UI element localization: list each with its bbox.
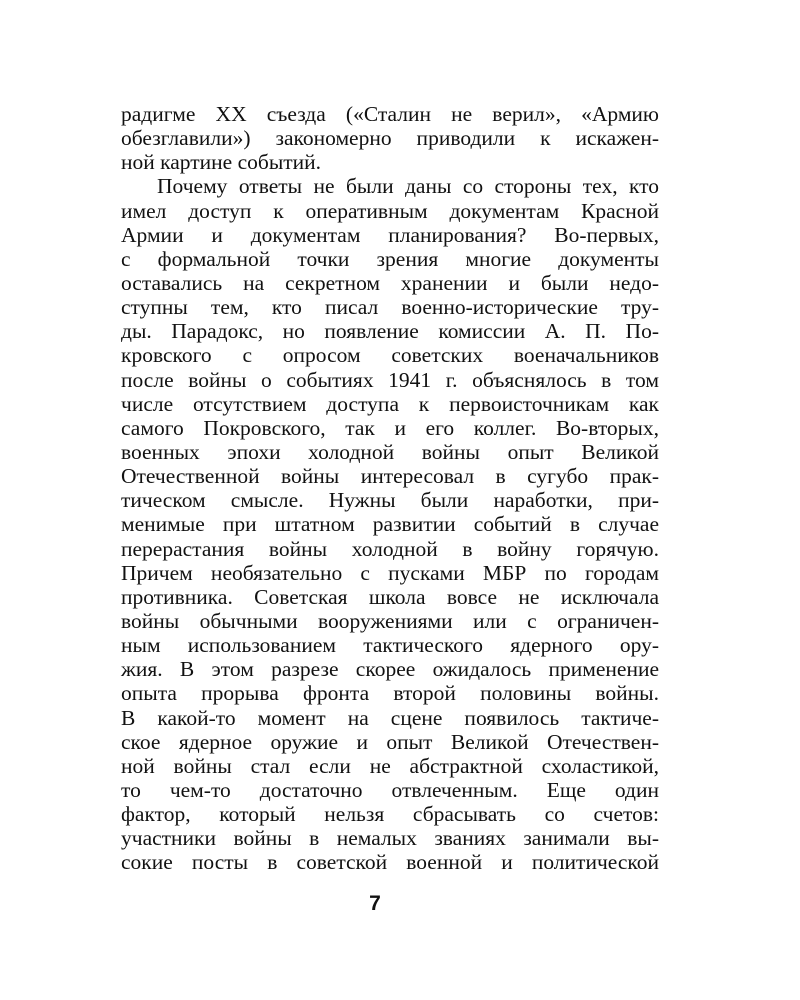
text-line: после войны о событиях 1941 г. объяснялось в том: [121, 367, 659, 392]
text-line: самого Покровского, так и его коллег. Во-вторых,: [121, 415, 659, 440]
text-line: тическом смысле. Нужны были наработки, при-: [121, 488, 659, 513]
text-line: ным использованием тактического ядерного ору-: [121, 633, 659, 658]
text-line: имел доступ к оперативным документам Красной: [121, 198, 659, 223]
text-line: военных эпохи холодной войны опыт Великой: [121, 439, 659, 464]
text-line: ной войны стал если не абстрактной схоластикой,: [121, 753, 659, 778]
text-line: менимые при штатном развитии событий в случае: [121, 512, 659, 537]
text-line: войны обычными вооружениями или с ограничен-: [121, 608, 659, 633]
text-line: ступны тем, кто писал военно-исторические тру-: [121, 295, 659, 320]
text-line: В какой-то момент на сцене появилось тактиче-: [121, 705, 659, 730]
text-line: жия. В этом разрезе скорее ожидалось применение: [121, 657, 659, 682]
text-line: с формальной точки зрения многие документы: [121, 246, 659, 271]
text-line: ское ядерное оружие и опыт Великой Отечествен-: [121, 729, 659, 754]
text-line: ды. Парадокс, но появление комиссии А. П. По-: [121, 319, 659, 344]
text-line: опыта прорыва фронта второй половины войны.: [121, 681, 659, 706]
text-line: ной картине событий.: [121, 150, 322, 175]
text-line: Отечественной войны интересовал в сугубо прак-: [121, 464, 659, 489]
page-number: 7: [369, 892, 381, 915]
text-line: фактор, который нельзя сбрасывать со счетов:: [121, 802, 659, 827]
text-line: Причем необязательно с пусками МБР по городам: [121, 560, 659, 585]
body-text: [121, 102, 659, 875]
text-line: оставались на секретном хранении и были недо-: [121, 270, 659, 295]
text-line: обезглавили») закономерно приводили к искажен-: [121, 126, 659, 151]
text-line: радигме XX съезда («Сталин не верил», «Армию: [121, 102, 659, 126]
text-line: перерастания войны холодной в войну горячую.: [121, 536, 659, 561]
text-line: противника. Советская школа вовсе не исключала: [121, 584, 659, 609]
text-line: участники войны в немалых званиях занимали вы-: [121, 826, 659, 851]
text-line: кровского с опросом советских военачальников: [121, 343, 659, 368]
text-line: Армии и документам планирования? Во-первых,: [121, 222, 659, 247]
paragraph-first-line: Почему ответы не были даны со стороны тех, кто: [157, 174, 659, 199]
text-line: числе отсутствием доступа к первоисточникам как: [121, 391, 659, 416]
text-line: то чем-то достаточно отвлеченным. Еще один: [121, 777, 659, 802]
text-line: сокие посты в советской военной и политической: [121, 850, 659, 875]
